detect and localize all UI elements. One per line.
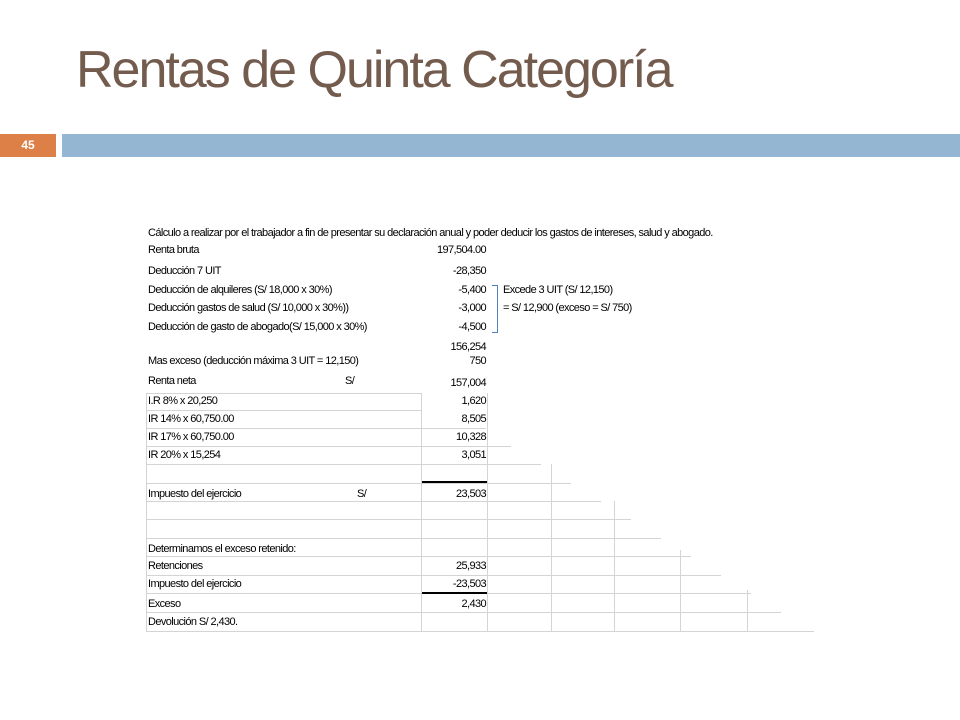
slide-title: Rentas de Quinta Categoría bbox=[76, 41, 672, 99]
devolucion-text: Devolución S/ 2,430. bbox=[148, 616, 238, 628]
impuesto2-label: Impuesto del ejercicio bbox=[148, 578, 242, 590]
renta-neta-currency: S/ bbox=[345, 375, 355, 387]
tax-row-label: I.R 8% x 20,250 bbox=[148, 395, 218, 407]
impuesto-label: Impuesto del ejercicio bbox=[148, 488, 242, 500]
tax-row-label: IR 17% x 60,750.00 bbox=[148, 431, 234, 443]
tax-row-label: IR 20% x 15,254 bbox=[148, 449, 221, 461]
impuesto-value: 23,503 bbox=[455, 488, 486, 500]
tax-row-value: 8,505 bbox=[461, 413, 486, 425]
row-value: -28,350 bbox=[452, 265, 486, 277]
page-number: 45 bbox=[0, 134, 56, 157]
determinamos-text: Determinamos el exceso retenido: bbox=[148, 543, 296, 555]
note-line-2: = S/ 12,900 (exceso = S/ 750) bbox=[503, 302, 632, 314]
row-value: -4,500 bbox=[458, 321, 486, 333]
exceso2-label: Exceso bbox=[148, 598, 181, 610]
renta-neta-label: Renta neta bbox=[148, 375, 196, 387]
intro-text: Cálculo a realizar por el trabajador a fin de presentar su declaración anual y poder deducir los gastos de intereses, salud y abogado. bbox=[148, 227, 713, 239]
row-label: Deducción gastos de salud (S/ 10,000 x 30%)) bbox=[148, 302, 349, 314]
impuesto2-value: -23,503 bbox=[452, 578, 486, 590]
exceso-value: 750 bbox=[469, 355, 486, 367]
row-label: Deducción 7 UIT bbox=[148, 265, 221, 277]
retenciones-value: 25,933 bbox=[455, 560, 486, 572]
row-label: Deducción de alquileres (S/ 18,000 x 30%) bbox=[148, 284, 332, 296]
exceso-label: Mas exceso (deducción máxima 3 UIT = 12,150) bbox=[148, 355, 359, 367]
row-value: 197,504.00 bbox=[436, 244, 486, 256]
row-value: -5,400 bbox=[458, 284, 486, 296]
row-value: -3,000 bbox=[458, 302, 486, 314]
note-line-1: Excede 3 UIT (S/ 12,150) bbox=[503, 284, 613, 296]
tax-row-value: 3,051 bbox=[461, 449, 486, 461]
exceso2-value: 2,430 bbox=[461, 598, 486, 610]
row-label: Renta bruta bbox=[148, 244, 199, 256]
subtotal-value: 156,254 bbox=[450, 341, 486, 353]
brace-icon bbox=[492, 285, 498, 333]
tax-row-value: 10,328 bbox=[455, 431, 486, 443]
row-label: Deducción de gasto de abogado(S/ 15,000 x 30%) bbox=[148, 321, 367, 333]
renta-neta-value: 157,004 bbox=[450, 377, 486, 389]
tax-row-value: 1,620 bbox=[461, 395, 486, 407]
retenciones-label: Retenciones bbox=[148, 560, 203, 572]
impuesto-currency: S/ bbox=[357, 488, 367, 500]
tax-row-label: IR 14% x 60,750.00 bbox=[148, 413, 234, 425]
